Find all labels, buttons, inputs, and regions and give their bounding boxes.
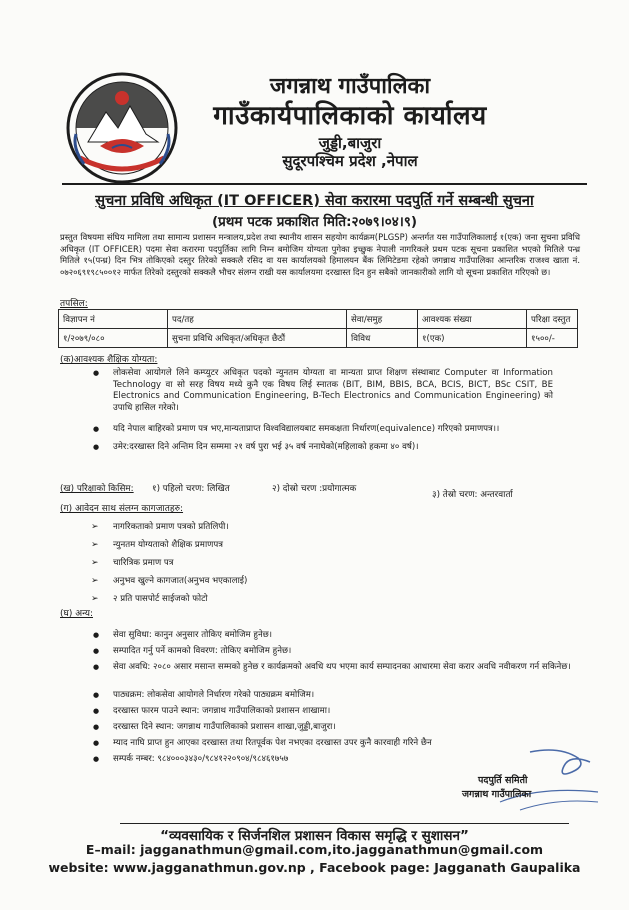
- table-header: आवश्यक संख्या: [418, 310, 527, 329]
- list-item: ● म्याद नाघि प्राप्त हुन आएका दरखास्त तथा रितपूर्वक पेश नभएका दरखास्त उपर कुनै कारवाही गरिने छैन: [113, 738, 573, 750]
- list-item: ● दरखास्त फारम पाउने स्थान: जगन्नाथ गाउँपालिकाको प्रशासन शाखामा।: [113, 706, 573, 718]
- signature-title: पदपुर्ति समिती: [478, 775, 528, 786]
- list-item: ● सेवा सुविधा: कानुन अनुसार तोकिए बमोजिम हुनेछ।: [113, 630, 573, 642]
- exam-stage-1: १) पहिलो चरण: लिखित: [152, 484, 230, 494]
- footer-website: website: www.jagganathmun.gov.np , Facebook page: Jagganath Gaupalika: [48, 860, 581, 875]
- details-label: तपसिल:: [60, 299, 88, 309]
- vacancy-table: [58, 309, 578, 348]
- table-header: सेवा/समुह: [347, 310, 418, 329]
- list-item: ➢ न्युनतम योग्यताको शैक्षिक प्रमाणपत्र: [113, 540, 223, 552]
- footer-divider: [120, 823, 569, 824]
- table-cell: विविध: [347, 329, 418, 348]
- notice-intro: प्रस्तुत विषयमा संघिय मामिला तथा सामान्य प्रशासन मन्त्रालय,प्रदेश तथा स्थानीय शासन सहयोग कार्यक्रम(PLGSP) अन्तर्गत यस गाउँपालिकालाई १(एक) जना सुचना प्रविधि अधिकृत (IT OFFICER) पदमा सेवा करारमा पदपुर्तिका लागि निम्न बमोजिम योग्यता पुगेका इच्छुक नेपाली नागरिकले प्रथम पटक सूचना प्रकाशित भएको मितिले पन्ध्र मितिले १५(पन्ध्र) दिन भित्र तोकिएको दस्तुर तिरेको सक्कलै रसिद वा यस कार्यालयको हिमालयन बैंक लिमिटेडमा रहेको जगन्नाथ गाउँपालिका आन्तरिक राजश्व खाता नं. ०७२०६९१९८५००१२ मार्फत तिरेको दस्तुरको सक्कलै भौचर संलग्न राखी यस कार्यालयमा दरखास्त दिन हुन सबैको जानकारीको लागि यो सूचना प्रकाशित गरिएको छ।: [60, 232, 580, 277]
- other-heading: (घ) अन्य:: [60, 609, 93, 619]
- signature-office: जगन्नाथ गाउँपालिका: [462, 789, 532, 800]
- office-name: गाउँकार्यपालिकाको कार्यालय: [213, 101, 487, 131]
- list-item: ● लोकसेवा आयोगले लिने कम्प्युटर अधिकृत पदको न्युनतम योग्यता वा मान्यता प्राप्त शिक्षण संस्थाबाट Computer वा Information Technology वा सो सरह विषय मध्ये कुनै एक विषय लिई स्नातक (BIT, BIM, BBIS, BCA, BCIS, BICT, BSc CSIT, BE Electronics and Communication Engineering, B-Tech Electronics and Communication Engineering) को उपाधि हासिल गरेको।: [113, 368, 553, 414]
- table-cell: १/२०७९/०८०: [59, 329, 168, 348]
- footer-slogan: “व्यवसायिक र सिर्जनशिल प्रशासन विकास समृद्धि र सुशासन”: [160, 828, 469, 844]
- table-header: विज्ञापन नं: [59, 310, 168, 329]
- exam-heading: (ख) परिक्षाको किसिम:: [60, 484, 134, 494]
- province-name: सुदूरपश्चिम प्रदेश ,नेपाल: [282, 152, 418, 170]
- table-row: [59, 329, 578, 348]
- list-item: ● यदि नेपाल बाहिरको प्रमाण पत्र भए,मान्यताप्राप्त विश्वविद्यालयबाट समकक्षता निर्धारण(equivalence) गरिएको प्रमाणपत्र।।: [113, 424, 583, 436]
- list-item: ➢ नागरिकताको प्रमाण पत्रको प्रतिलिपी।: [113, 522, 229, 534]
- list-item: ● सेवा अवधि: २०८० असार मसान्त सम्मको हुनेछ र कार्यक्रमको अवधि थप भएमा कार्य सम्पादनका आधारमा सेवा करार अवधि नवीकरण गर्न सकिनेछ।: [113, 662, 573, 674]
- list-item: ● पाठ्यक्रम: लोकसेवा आयोगले निर्धारण गरेको पाठ्यक्रम बमोजिम।: [113, 690, 573, 702]
- exam-stage-3: ३) तेस्रो चरण: अन्तरवार्ता: [432, 490, 513, 500]
- documents-heading: (ग) आवेदन साथ संलग्न कागजातहरु:: [60, 504, 184, 514]
- list-item: ● सम्पर्क नम्बर: ९८४०००३४३०/९८४१२२०९०४/९८४६१७५७: [113, 754, 573, 766]
- list-item: ● दरखास्त दिने स्थान: जगन्नाथ गाउँपालिकाको प्रशासन शाखा,जुड्डी,बाजुरा।: [113, 722, 573, 734]
- qualification-heading: (क)आवश्यक शैक्षिक योग्यता:: [60, 355, 158, 365]
- table-header: परिक्षा दस्तुत: [527, 310, 578, 329]
- list-item: ● सम्पादित गर्नु पर्ने कामको विवरण: तोकिए बमोजिम हुनेछ।: [113, 646, 573, 658]
- table-cell: सुचना प्रविधि अधिकृत/अधिकृत छैठौं: [168, 329, 347, 348]
- notice-subtitle: (प्रथम पटक प्रकाशित मिति:२०७९।०४।९): [211, 214, 418, 230]
- district-name: जुड्डी,बाजुरा: [318, 134, 382, 152]
- table-header: पद/तह: [168, 310, 347, 329]
- table-cell: १(एक): [418, 329, 527, 348]
- government-emblem-icon: [66, 72, 178, 184]
- header-divider: [62, 183, 587, 185]
- list-item: ➢ २ प्रति पासपोर्ट साईजको फोटो: [113, 594, 208, 606]
- exam-stage-2: २) दोस्रो चरण :प्रयोगात्मक: [272, 484, 357, 494]
- footer-email: E–mail: jagganathmun@gmail.com,ito.jagganathmun@gmail.com: [85, 842, 544, 857]
- list-item: ➢ चारित्रिक प्रमाण पत्र: [113, 558, 174, 570]
- table-cell: १५००/-: [527, 329, 578, 348]
- table-header-row: [59, 310, 578, 329]
- list-item: ● उमेर:दरखास्त दिने अन्तिम दिन सम्ममा २१ वर्ष पुरा भई ३५ वर्ष ननाघेको(महिलाको हकमा ४० वर्ष)।: [113, 442, 583, 454]
- municipality-name: जगन्नाथ गाउँपालिका: [269, 74, 431, 99]
- list-item: ➢ अनुभव खुल्ने कागजात(अनुभव भएकालाई): [113, 576, 247, 588]
- notice-title: सुचना प्रविधि अधिकृत (IT OFFICER) सेवा करारमा पदपुर्ति गर्ने सम्बन्धी सुचना: [95, 193, 534, 209]
- letterhead: [200, 74, 500, 170]
